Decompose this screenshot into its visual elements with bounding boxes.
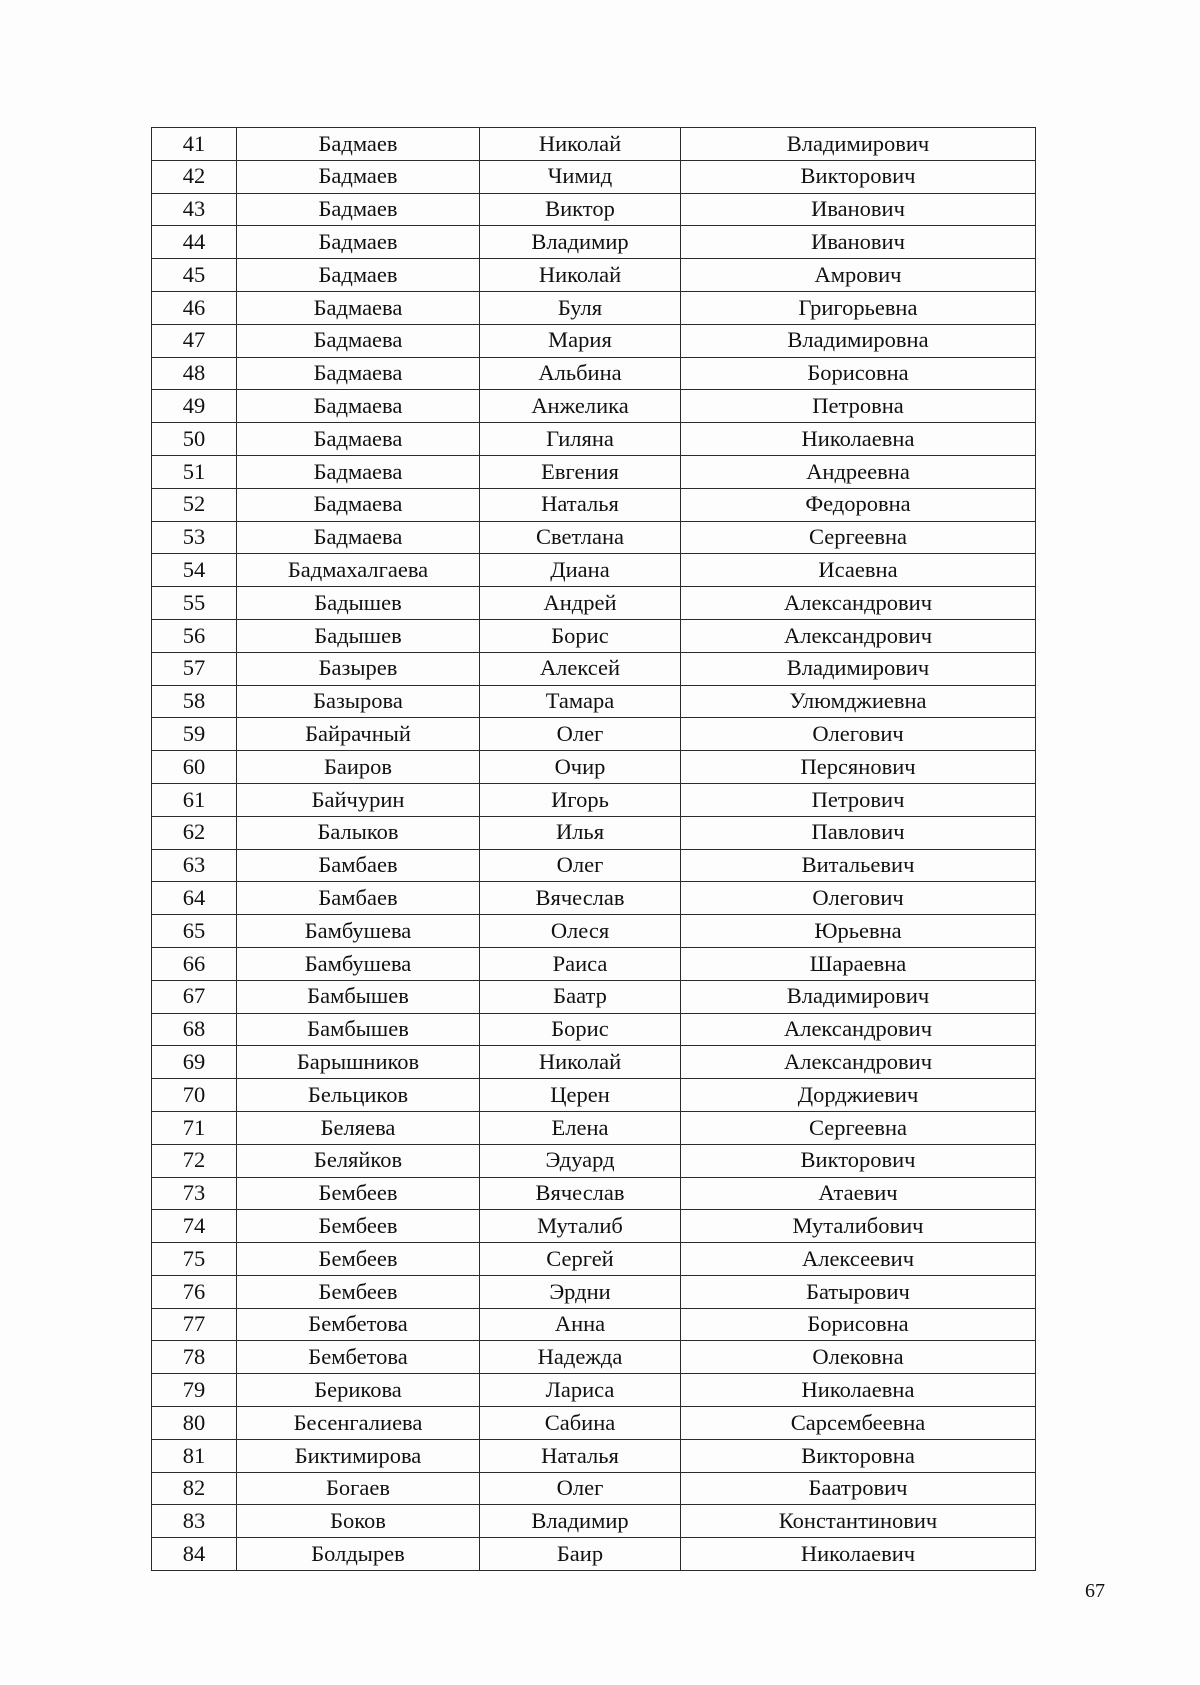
row-number-cell: 54 [152, 554, 237, 587]
first-name-cell: Лариса [480, 1374, 681, 1407]
row-number-cell: 48 [152, 357, 237, 390]
table-row [152, 1439, 1036, 1472]
patronymic-cell: Батырович [681, 1275, 1036, 1308]
table-row [152, 259, 1036, 292]
patronymic-cell: Олегович [681, 882, 1036, 915]
patronymic-cell: Викторович [681, 160, 1036, 193]
row-number-cell: 58 [152, 685, 237, 718]
patronymic-cell: Алексеевич [681, 1243, 1036, 1276]
table-row [152, 291, 1036, 324]
table-row [152, 1210, 1036, 1243]
first-name-cell: Алексей [480, 652, 681, 685]
patronymic-cell: Константинович [681, 1505, 1036, 1538]
row-number-cell: 73 [152, 1177, 237, 1210]
row-number-cell: 62 [152, 816, 237, 849]
surname-cell: Бадышев [237, 619, 480, 652]
patronymic-cell: Петровна [681, 390, 1036, 423]
patronymic-cell: Николаевич [681, 1538, 1036, 1571]
table-row [152, 160, 1036, 193]
surname-cell: Беляева [237, 1111, 480, 1144]
surname-cell: Бадмаева [237, 423, 480, 456]
row-number-cell: 71 [152, 1111, 237, 1144]
first-name-cell: Вячеслав [480, 882, 681, 915]
row-number-cell: 66 [152, 947, 237, 980]
first-name-cell: Тамара [480, 685, 681, 718]
surname-cell: Бембеев [237, 1177, 480, 1210]
table-row [152, 324, 1036, 357]
patronymic-cell: Дорджиевич [681, 1079, 1036, 1112]
surname-cell: Болдырев [237, 1538, 480, 1571]
row-number-cell: 77 [152, 1308, 237, 1341]
first-name-cell: Виктор [480, 193, 681, 226]
row-number-cell: 42 [152, 160, 237, 193]
table-row [152, 1472, 1036, 1505]
first-name-cell: Борис [480, 619, 681, 652]
patronymic-cell: Сергеевна [681, 1111, 1036, 1144]
patronymic-cell: Викторович [681, 1144, 1036, 1177]
table-row [152, 718, 1036, 751]
table-row [152, 1177, 1036, 1210]
first-name-cell: Игорь [480, 783, 681, 816]
patronymic-cell: Николаевна [681, 423, 1036, 456]
first-name-cell: Андрей [480, 587, 681, 620]
patronymic-cell: Олековна [681, 1341, 1036, 1374]
page-number: 67 [1085, 1580, 1105, 1602]
surname-cell: Бельциков [237, 1079, 480, 1112]
row-number-cell: 46 [152, 291, 237, 324]
table-row [152, 554, 1036, 587]
row-number-cell: 52 [152, 488, 237, 521]
patronymic-cell: Витальевич [681, 849, 1036, 882]
surname-cell: Бембеев [237, 1243, 480, 1276]
row-number-cell: 44 [152, 226, 237, 259]
patronymic-cell: Викторовна [681, 1439, 1036, 1472]
patronymic-cell: Иванович [681, 226, 1036, 259]
patronymic-cell: Борисовна [681, 1308, 1036, 1341]
surname-cell: Бадмаева [237, 324, 480, 357]
row-number-cell: 78 [152, 1341, 237, 1374]
row-number-cell: 65 [152, 915, 237, 948]
patronymic-cell: Андреевна [681, 455, 1036, 488]
surname-cell: Бадмаев [237, 128, 480, 161]
first-name-cell: Наталья [480, 1439, 681, 1472]
table-row [152, 423, 1036, 456]
surname-cell: Бадмаева [237, 357, 480, 390]
table-row [152, 1243, 1036, 1276]
first-name-cell: Владимир [480, 1505, 681, 1538]
table-row [152, 1505, 1036, 1538]
first-name-cell: Эдуард [480, 1144, 681, 1177]
surname-cell: Бадмаев [237, 226, 480, 259]
patronymic-cell: Александрович [681, 587, 1036, 620]
table-row [152, 1407, 1036, 1440]
first-name-cell: Сергей [480, 1243, 681, 1276]
table-row [152, 619, 1036, 652]
row-number-cell: 56 [152, 619, 237, 652]
surname-cell: Беляйков [237, 1144, 480, 1177]
first-name-cell: Эрдни [480, 1275, 681, 1308]
table-row [152, 1374, 1036, 1407]
first-name-cell: Альбина [480, 357, 681, 390]
first-name-cell: Илья [480, 816, 681, 849]
surname-cell: Бембеев [237, 1210, 480, 1243]
first-name-cell: Анжелика [480, 390, 681, 423]
first-name-cell: Сабина [480, 1407, 681, 1440]
row-number-cell: 72 [152, 1144, 237, 1177]
row-number-cell: 47 [152, 324, 237, 357]
table-row [152, 980, 1036, 1013]
first-name-cell: Анна [480, 1308, 681, 1341]
table-row [152, 390, 1036, 423]
patronymic-cell: Федоровна [681, 488, 1036, 521]
patronymic-cell: Владимирович [681, 128, 1036, 161]
patronymic-cell: Сергеевна [681, 521, 1036, 554]
first-name-cell: Олег [480, 849, 681, 882]
table-row [152, 882, 1036, 915]
table-row [152, 1308, 1036, 1341]
names-table-body [152, 128, 1036, 1571]
patronymic-cell: Владимирович [681, 980, 1036, 1013]
table-row [152, 816, 1036, 849]
row-number-cell: 60 [152, 751, 237, 784]
table-row [152, 1111, 1036, 1144]
table-row [152, 849, 1036, 882]
row-number-cell: 50 [152, 423, 237, 456]
surname-cell: Бадышев [237, 587, 480, 620]
first-name-cell: Светлана [480, 521, 681, 554]
patronymic-cell: Атаевич [681, 1177, 1036, 1210]
surname-cell: Байчурин [237, 783, 480, 816]
row-number-cell: 75 [152, 1243, 237, 1276]
row-number-cell: 67 [152, 980, 237, 1013]
patronymic-cell: Борисовна [681, 357, 1036, 390]
row-number-cell: 55 [152, 587, 237, 620]
first-name-cell: Церен [480, 1079, 681, 1112]
surname-cell: Байрачный [237, 718, 480, 751]
first-name-cell: Николай [480, 259, 681, 292]
patronymic-cell: Исаевна [681, 554, 1036, 587]
patronymic-cell: Сарсембеевна [681, 1407, 1036, 1440]
surname-cell: Бадмаева [237, 521, 480, 554]
row-number-cell: 79 [152, 1374, 237, 1407]
row-number-cell: 53 [152, 521, 237, 554]
surname-cell: Бембетова [237, 1308, 480, 1341]
surname-cell: Балыков [237, 816, 480, 849]
surname-cell: Бадмаева [237, 390, 480, 423]
table-row [152, 783, 1036, 816]
surname-cell: Бембетова [237, 1341, 480, 1374]
surname-cell: Бадмаева [237, 488, 480, 521]
first-name-cell: Диана [480, 554, 681, 587]
table-row [152, 751, 1036, 784]
first-name-cell: Очир [480, 751, 681, 784]
patronymic-cell: Персянович [681, 751, 1036, 784]
first-name-cell: Наталья [480, 488, 681, 521]
patronymic-cell: Шараевна [681, 947, 1036, 980]
patronymic-cell: Владимировна [681, 324, 1036, 357]
row-number-cell: 84 [152, 1538, 237, 1571]
surname-cell: Берикова [237, 1374, 480, 1407]
row-number-cell: 64 [152, 882, 237, 915]
row-number-cell: 49 [152, 390, 237, 423]
row-number-cell: 45 [152, 259, 237, 292]
row-number-cell: 68 [152, 1013, 237, 1046]
table-row [152, 947, 1036, 980]
row-number-cell: 61 [152, 783, 237, 816]
first-name-cell: Елена [480, 1111, 681, 1144]
surname-cell: Богаев [237, 1472, 480, 1505]
first-name-cell: Муталиб [480, 1210, 681, 1243]
names-table [151, 127, 1036, 1571]
first-name-cell: Мария [480, 324, 681, 357]
patronymic-cell: Николаевна [681, 1374, 1036, 1407]
row-number-cell: 57 [152, 652, 237, 685]
surname-cell: Барышников [237, 1046, 480, 1079]
surname-cell: Бадмаев [237, 160, 480, 193]
patronymic-cell: Олегович [681, 718, 1036, 751]
first-name-cell: Баир [480, 1538, 681, 1571]
surname-cell: Бамбаев [237, 882, 480, 915]
table-row [152, 193, 1036, 226]
first-name-cell: Раиса [480, 947, 681, 980]
surname-cell: Базырев [237, 652, 480, 685]
row-number-cell: 81 [152, 1439, 237, 1472]
row-number-cell: 70 [152, 1079, 237, 1112]
patronymic-cell: Владимирович [681, 652, 1036, 685]
surname-cell: Бамбаев [237, 849, 480, 882]
first-name-cell: Олег [480, 1472, 681, 1505]
patronymic-cell: Юрьевна [681, 915, 1036, 948]
first-name-cell: Владимир [480, 226, 681, 259]
table-row [152, 685, 1036, 718]
patronymic-cell: Александрович [681, 619, 1036, 652]
patronymic-cell: Улюмджиевна [681, 685, 1036, 718]
surname-cell: Бадмаев [237, 193, 480, 226]
surname-cell: Бадмаева [237, 291, 480, 324]
table-row [152, 226, 1036, 259]
first-name-cell: Олег [480, 718, 681, 751]
table-row [152, 1013, 1036, 1046]
first-name-cell: Борис [480, 1013, 681, 1046]
table-row [152, 521, 1036, 554]
table-row [152, 1046, 1036, 1079]
surname-cell: Биктимирова [237, 1439, 480, 1472]
surname-cell: Бембеев [237, 1275, 480, 1308]
patronymic-cell: Баатрович [681, 1472, 1036, 1505]
first-name-cell: Николай [480, 1046, 681, 1079]
first-name-cell: Буля [480, 291, 681, 324]
first-name-cell: Надежда [480, 1341, 681, 1374]
table-row [152, 652, 1036, 685]
row-number-cell: 63 [152, 849, 237, 882]
row-number-cell: 69 [152, 1046, 237, 1079]
patronymic-cell: Александрович [681, 1046, 1036, 1079]
table-row [152, 1538, 1036, 1571]
first-name-cell: Гиляна [480, 423, 681, 456]
patronymic-cell: Петрович [681, 783, 1036, 816]
patronymic-cell: Григорьевна [681, 291, 1036, 324]
row-number-cell: 74 [152, 1210, 237, 1243]
table-row [152, 1275, 1036, 1308]
patronymic-cell: Александрович [681, 1013, 1036, 1046]
table-row [152, 1079, 1036, 1112]
surname-cell: Бадмаев [237, 259, 480, 292]
surname-cell: Бамбушева [237, 947, 480, 980]
row-number-cell: 43 [152, 193, 237, 226]
row-number-cell: 83 [152, 1505, 237, 1538]
surname-cell: Бамбышев [237, 1013, 480, 1046]
first-name-cell: Олеся [480, 915, 681, 948]
surname-cell: Бадмахалгаева [237, 554, 480, 587]
first-name-cell: Баатр [480, 980, 681, 1013]
table-row [152, 357, 1036, 390]
table-row [152, 488, 1036, 521]
patronymic-cell: Павлович [681, 816, 1036, 849]
surname-cell: Боков [237, 1505, 480, 1538]
table-row [152, 455, 1036, 488]
table-row [152, 1144, 1036, 1177]
first-name-cell: Евгения [480, 455, 681, 488]
patronymic-cell: Амрович [681, 259, 1036, 292]
first-name-cell: Чимид [480, 160, 681, 193]
table-row [152, 587, 1036, 620]
row-number-cell: 80 [152, 1407, 237, 1440]
surname-cell: Базырова [237, 685, 480, 718]
surname-cell: Баиров [237, 751, 480, 784]
first-name-cell: Вячеслав [480, 1177, 681, 1210]
row-number-cell: 41 [152, 128, 237, 161]
table-row [152, 128, 1036, 161]
row-number-cell: 82 [152, 1472, 237, 1505]
row-number-cell: 76 [152, 1275, 237, 1308]
table-row [152, 915, 1036, 948]
surname-cell: Бамбышев [237, 980, 480, 1013]
surname-cell: Бамбушева [237, 915, 480, 948]
surname-cell: Бесенгалиева [237, 1407, 480, 1440]
surname-cell: Бадмаева [237, 455, 480, 488]
table-row [152, 1341, 1036, 1374]
row-number-cell: 51 [152, 455, 237, 488]
patronymic-cell: Муталибович [681, 1210, 1036, 1243]
first-name-cell: Николай [480, 128, 681, 161]
patronymic-cell: Иванович [681, 193, 1036, 226]
row-number-cell: 59 [152, 718, 237, 751]
